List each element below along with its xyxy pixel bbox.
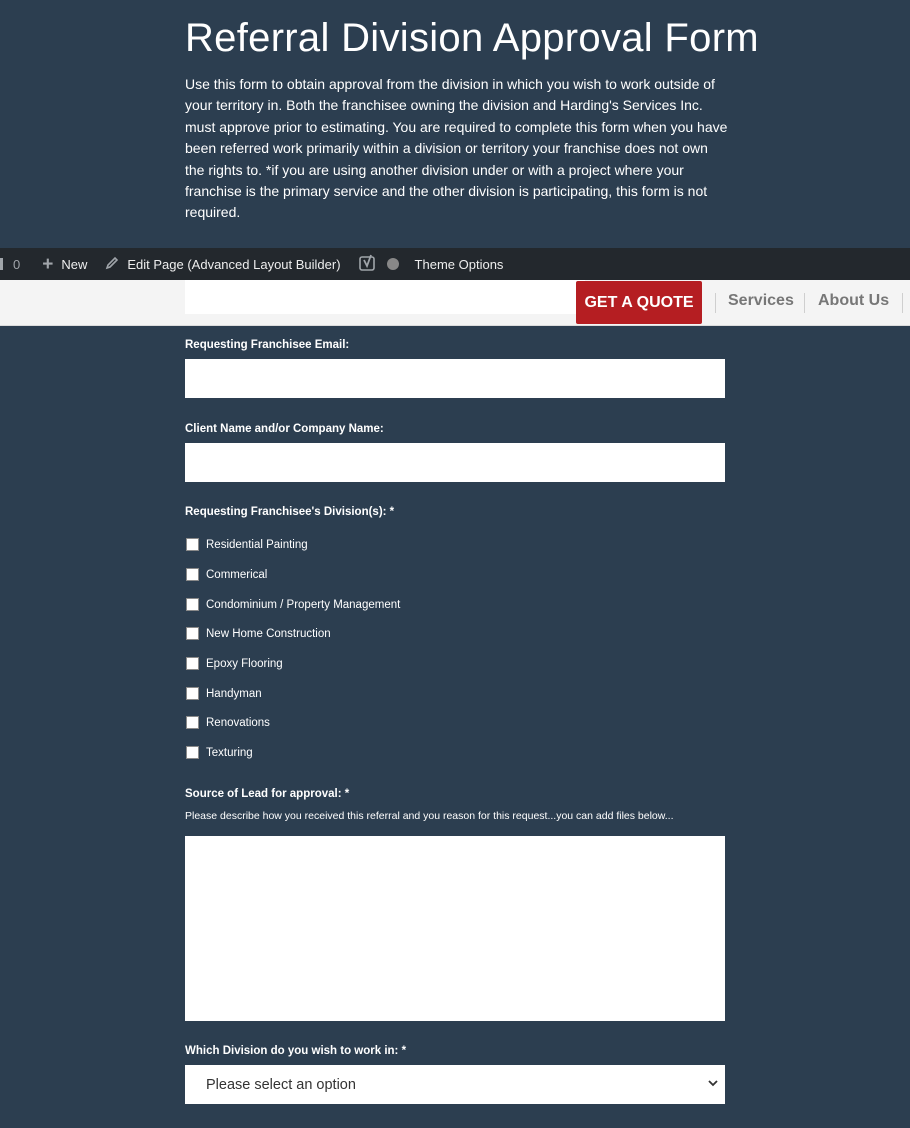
- nav-divider: [804, 293, 805, 313]
- division-checkbox-row[interactable]: [186, 627, 331, 640]
- chevron-down-icon: [707, 1077, 719, 1089]
- division-checkbox-row[interactable]: [186, 746, 253, 759]
- checkbox[interactable]: [186, 687, 199, 700]
- header-search-field[interactable]: [185, 280, 585, 314]
- checkbox[interactable]: [186, 568, 199, 581]
- seo-status-dot-icon[interactable]: [387, 258, 399, 270]
- client-name-label: Client Name and/or Company Name:: [185, 423, 384, 435]
- nav-about-us[interactable]: About Us: [818, 292, 890, 309]
- checkbox-label[interactable]: Texturing: [206, 746, 253, 759]
- comments-count[interactable]: 0: [13, 256, 21, 272]
- divisions-label: Requesting Franchisee's Division(s): *: [185, 506, 395, 518]
- intro-text: Use this form to obtain approval from the division in which you wish to work outside of your territory in. Both the franchisee owning the division and Harding's Services Inc. must approve prior to estimating. You are required to complete this form when you have been referred work primarily within a division or territory your franchise does not own the rights to. *if you are using another division under or with a project where your franchise is the primary service and the other division is participating, this form is not required.: [185, 76, 728, 221]
- admin-theme-options-link[interactable]: Theme Options: [414, 256, 504, 272]
- checkbox[interactable]: [186, 627, 199, 640]
- pencil-icon[interactable]: [105, 256, 119, 273]
- source-label: Source of Lead for approval: *: [185, 788, 350, 800]
- checkbox-label[interactable]: Condominium / Property Management: [206, 598, 401, 611]
- email-field[interactable]: [185, 359, 725, 398]
- checkbox[interactable]: [186, 746, 199, 759]
- source-textarea[interactable]: [185, 836, 725, 1021]
- admin-edit-page-link[interactable]: Edit Page (Advanced Layout Builder): [127, 256, 341, 272]
- checkbox[interactable]: [186, 716, 199, 729]
- division-checkbox-row[interactable]: [186, 716, 270, 729]
- division-select[interactable]: [185, 1065, 725, 1104]
- nav-divider: [715, 293, 716, 313]
- division-checkbox-row[interactable]: [186, 598, 400, 611]
- division-checkbox-row[interactable]: [186, 687, 262, 700]
- division-checkbox-row[interactable]: [186, 657, 283, 670]
- checkbox-label[interactable]: Renovations: [206, 716, 270, 729]
- comments-icon[interactable]: [0, 258, 3, 270]
- yoast-icon[interactable]: [359, 254, 377, 275]
- source-help-text: Please describe how you received this referral and you reason for this request...you can add files below...: [185, 810, 674, 822]
- checkbox-label[interactable]: Residential Painting: [206, 538, 308, 551]
- email-label: Requesting Franchisee Email:: [185, 339, 350, 351]
- checkbox-label[interactable]: Commerical: [206, 568, 268, 581]
- plus-icon[interactable]: +: [42, 253, 54, 275]
- client-name-field[interactable]: [185, 443, 725, 482]
- site-header: [0, 280, 910, 326]
- get-a-quote-button[interactable]: GET A QUOTE: [576, 281, 702, 324]
- division-select-value: Please select an option: [206, 1076, 356, 1093]
- admin-new-link[interactable]: New: [61, 256, 88, 272]
- checkbox-label[interactable]: New Home Construction: [206, 627, 331, 640]
- which-division-label: Which Division do you wish to work in: *: [185, 1045, 407, 1057]
- nav-divider: [902, 293, 903, 313]
- checkbox-label[interactable]: Epoxy Flooring: [206, 657, 283, 670]
- admin-bar: [0, 248, 910, 280]
- checkbox[interactable]: [186, 598, 199, 611]
- nav-services[interactable]: Services: [728, 292, 794, 309]
- checkbox[interactable]: [186, 657, 199, 670]
- page-title: Referral Division Approval Form: [185, 16, 759, 60]
- checkbox[interactable]: [186, 538, 199, 551]
- division-checkbox-row[interactable]: [186, 538, 308, 551]
- division-checkbox-row[interactable]: [186, 568, 267, 581]
- checkbox-label[interactable]: Handyman: [206, 687, 262, 700]
